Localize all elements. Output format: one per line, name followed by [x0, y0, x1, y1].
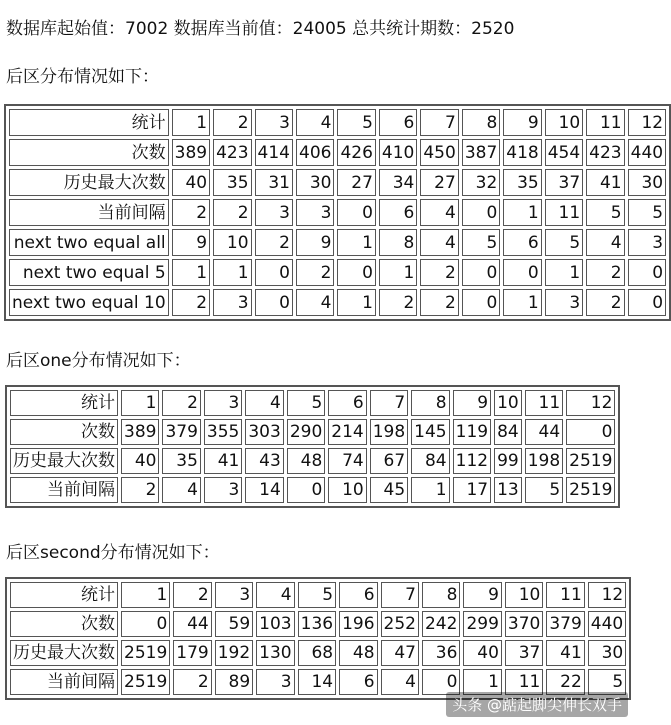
table-row: [9, 289, 666, 316]
table-header-row: [10, 582, 626, 608]
back-zone-second-table: [5, 577, 631, 700]
value-cell: 426: [337, 139, 375, 166]
row-label-cell: 次数: [10, 611, 118, 637]
table-row: [10, 640, 626, 666]
value-cell: 27: [337, 169, 375, 196]
value-cell: 2: [255, 229, 293, 256]
value-cell: 418: [503, 139, 541, 166]
value-cell: 4: [586, 229, 624, 256]
value-cell: 214: [328, 419, 366, 445]
value-cell: 242: [422, 611, 460, 637]
table-row: [10, 419, 615, 445]
value-cell: 0: [422, 669, 460, 695]
value-cell: 370: [505, 611, 543, 637]
value-cell: 5: [545, 229, 583, 256]
header-cell: 9: [463, 582, 501, 608]
value-cell: 379: [162, 419, 200, 445]
value-cell: 34: [379, 169, 417, 196]
header-cell: 8: [462, 109, 500, 136]
value-cell: 440: [588, 611, 626, 637]
row-label-cell: 当前间隔: [10, 477, 118, 503]
value-cell: 406: [296, 139, 334, 166]
value-cell: 48: [339, 640, 377, 666]
row-label-cell: 统计: [10, 390, 118, 416]
value-cell: 84: [494, 419, 522, 445]
value-cell: 1: [411, 477, 449, 503]
value-cell: 89: [215, 669, 253, 695]
value-cell: 59: [215, 611, 253, 637]
header-cell: 9: [453, 390, 491, 416]
value-cell: 0: [462, 199, 500, 226]
value-cell: 10: [328, 477, 366, 503]
value-cell: 1: [172, 259, 210, 286]
value-cell: 10: [213, 229, 251, 256]
table-row: [9, 229, 666, 256]
value-cell: 99: [494, 448, 522, 474]
value-cell: 2: [173, 669, 211, 695]
watermark: 头条 @踮起脚尖伸长双手: [446, 692, 628, 717]
value-cell: 389: [121, 419, 159, 445]
value-cell: 11: [545, 199, 583, 226]
value-cell: 0: [628, 259, 666, 286]
header-cell: 6: [379, 109, 417, 136]
value-cell: 130: [256, 640, 294, 666]
value-cell: 1: [503, 199, 541, 226]
summary-line: 数据库起始值：7002 数据库当前值：24005 总共统计期数：2520: [6, 19, 515, 39]
value-cell: 145: [411, 419, 449, 445]
value-cell: 27: [420, 169, 458, 196]
value-cell: 74: [328, 448, 366, 474]
value-cell: 9: [172, 229, 210, 256]
header-cell: 3: [215, 582, 253, 608]
value-cell: 119: [453, 419, 491, 445]
value-cell: 198: [370, 419, 408, 445]
value-cell: 4: [162, 477, 200, 503]
header-cell: 9: [503, 109, 541, 136]
header-cell: 7: [420, 109, 458, 136]
back-zone-table: [4, 104, 671, 321]
header-cell: 5: [337, 109, 375, 136]
row-label-cell: 统计: [9, 109, 169, 136]
value-cell: 387: [462, 139, 500, 166]
header-cell: 11: [586, 109, 624, 136]
header-cell: 12: [628, 109, 666, 136]
value-cell: 1: [213, 259, 251, 286]
value-cell: 4: [420, 229, 458, 256]
row-label-cell: next two equal 10: [9, 289, 169, 316]
value-cell: 84: [411, 448, 449, 474]
row-label-cell: 历史最大次数: [10, 640, 118, 666]
header-cell: 7: [381, 582, 419, 608]
value-cell: 5: [586, 199, 624, 226]
value-cell: 37: [545, 169, 583, 196]
value-cell: 4: [420, 199, 458, 226]
header-cell: 6: [328, 390, 366, 416]
value-cell: 40: [121, 448, 159, 474]
value-cell: 2: [586, 289, 624, 316]
value-cell: 198: [525, 448, 563, 474]
header-cell: 10: [545, 109, 583, 136]
value-cell: 103: [256, 611, 294, 637]
value-cell: 40: [172, 169, 210, 196]
value-cell: 44: [173, 611, 211, 637]
value-cell: 0: [121, 611, 170, 637]
value-cell: 5: [628, 199, 666, 226]
value-cell: 35: [162, 448, 200, 474]
value-cell: 303: [245, 419, 283, 445]
value-cell: 3: [213, 289, 251, 316]
value-cell: 290: [287, 419, 325, 445]
value-cell: 3: [255, 199, 293, 226]
table-header-row: [9, 109, 666, 136]
value-cell: 41: [546, 640, 584, 666]
table-row: [10, 477, 615, 503]
value-cell: 1: [463, 669, 501, 695]
value-cell: 3: [296, 199, 334, 226]
header-cell: 2: [213, 109, 251, 136]
value-cell: 0: [503, 259, 541, 286]
value-cell: 32: [462, 169, 500, 196]
value-cell: 0: [337, 259, 375, 286]
table-row: [9, 139, 666, 166]
value-cell: 0: [337, 199, 375, 226]
value-cell: 196: [339, 611, 377, 637]
header-cell: 11: [546, 582, 584, 608]
value-cell: 40: [463, 640, 501, 666]
value-cell: 30: [296, 169, 334, 196]
value-cell: 9: [296, 229, 334, 256]
table-row: [10, 448, 615, 474]
value-cell: 440: [628, 139, 666, 166]
header-cell: 4: [245, 390, 283, 416]
row-label-cell: 统计: [10, 582, 118, 608]
header-cell: 12: [566, 390, 615, 416]
value-cell: 2: [213, 199, 251, 226]
value-cell: 3: [628, 229, 666, 256]
section-heading-back-zone-one: 后区one分布情况如下：: [6, 351, 191, 371]
value-cell: 0: [462, 259, 500, 286]
header-cell: 3: [204, 390, 242, 416]
header-cell: 6: [339, 582, 377, 608]
value-cell: 47: [381, 640, 419, 666]
value-cell: 450: [420, 139, 458, 166]
header-cell: 5: [298, 582, 336, 608]
value-cell: 414: [255, 139, 293, 166]
value-cell: 252: [381, 611, 419, 637]
value-cell: 3: [256, 669, 294, 695]
value-cell: 2519: [121, 669, 170, 695]
value-cell: 41: [586, 169, 624, 196]
value-cell: 192: [215, 640, 253, 666]
value-cell: 11: [505, 669, 543, 695]
row-label-cell: 历史最大次数: [9, 169, 169, 196]
value-cell: 68: [298, 640, 336, 666]
value-cell: 379: [546, 611, 584, 637]
table-row: [10, 611, 626, 637]
header-cell: 4: [256, 582, 294, 608]
value-cell: 423: [213, 139, 251, 166]
value-cell: 6: [379, 199, 417, 226]
row-label-cell: 历史最大次数: [10, 448, 118, 474]
value-cell: 389: [172, 139, 210, 166]
value-cell: 5: [588, 669, 626, 695]
section-heading-back-zone: 后区分布情况如下：: [6, 67, 159, 87]
value-cell: 2: [420, 289, 458, 316]
header-cell: 2: [173, 582, 211, 608]
value-cell: 35: [213, 169, 251, 196]
value-cell: 45: [370, 477, 408, 503]
header-cell: 8: [411, 390, 449, 416]
value-cell: 6: [503, 229, 541, 256]
value-cell: 1: [503, 289, 541, 316]
value-cell: 0: [255, 259, 293, 286]
value-cell: 22: [546, 669, 584, 695]
value-cell: 454: [545, 139, 583, 166]
value-cell: 5: [525, 477, 563, 503]
section-heading-back-zone-second: 后区second分布情况如下：: [6, 543, 220, 563]
row-label-cell: next two equal 5: [9, 259, 169, 286]
header-cell: 3: [255, 109, 293, 136]
value-cell: 35: [503, 169, 541, 196]
value-cell: 1: [545, 259, 583, 286]
value-cell: 43: [245, 448, 283, 474]
value-cell: 4: [296, 289, 334, 316]
value-cell: 0: [462, 289, 500, 316]
value-cell: 179: [173, 640, 211, 666]
value-cell: 36: [422, 640, 460, 666]
value-cell: 410: [379, 139, 417, 166]
value-cell: 1: [337, 229, 375, 256]
header-cell: 10: [505, 582, 543, 608]
value-cell: 423: [586, 139, 624, 166]
header-cell: 8: [422, 582, 460, 608]
value-cell: 48: [287, 448, 325, 474]
header-cell: 7: [370, 390, 408, 416]
header-cell: 1: [121, 582, 170, 608]
row-label-cell: 当前间隔: [9, 199, 169, 226]
value-cell: 1: [379, 259, 417, 286]
value-cell: 44: [525, 419, 563, 445]
header-cell: 10: [494, 390, 522, 416]
value-cell: 3: [204, 477, 242, 503]
value-cell: 2519: [566, 477, 615, 503]
value-cell: 30: [628, 169, 666, 196]
table-row: [9, 199, 666, 226]
value-cell: 2: [420, 259, 458, 286]
value-cell: 0: [287, 477, 325, 503]
value-cell: 17: [453, 477, 491, 503]
value-cell: 0: [255, 289, 293, 316]
value-cell: 2: [121, 477, 159, 503]
value-cell: 37: [505, 640, 543, 666]
table-row: [9, 259, 666, 286]
header-cell: 1: [121, 390, 159, 416]
table-header-row: [10, 390, 615, 416]
value-cell: 41: [204, 448, 242, 474]
value-cell: 0: [628, 289, 666, 316]
value-cell: 31: [255, 169, 293, 196]
header-cell: 12: [588, 582, 626, 608]
value-cell: 2519: [121, 640, 170, 666]
row-label-cell: 当前间隔: [10, 669, 118, 695]
value-cell: 8: [379, 229, 417, 256]
value-cell: 1: [337, 289, 375, 316]
header-cell: 11: [525, 390, 563, 416]
back-zone-one-table: [5, 385, 620, 508]
value-cell: 355: [204, 419, 242, 445]
row-label-cell: 次数: [10, 419, 118, 445]
header-cell: 5: [287, 390, 325, 416]
value-cell: 2: [172, 289, 210, 316]
value-cell: 2: [586, 259, 624, 286]
header-cell: 1: [172, 109, 210, 136]
value-cell: 4: [381, 669, 419, 695]
value-cell: 13: [494, 477, 522, 503]
value-cell: 30: [588, 640, 626, 666]
value-cell: 0: [566, 419, 615, 445]
value-cell: 2: [296, 259, 334, 286]
value-cell: 2: [379, 289, 417, 316]
value-cell: 67: [370, 448, 408, 474]
value-cell: 6: [339, 669, 377, 695]
value-cell: 14: [245, 477, 283, 503]
row-label-cell: 次数: [9, 139, 169, 166]
header-cell: 2: [162, 390, 200, 416]
value-cell: 136: [298, 611, 336, 637]
value-cell: 299: [463, 611, 501, 637]
value-cell: 14: [298, 669, 336, 695]
value-cell: 5: [462, 229, 500, 256]
value-cell: 3: [545, 289, 583, 316]
value-cell: 112: [453, 448, 491, 474]
header-cell: 4: [296, 109, 334, 136]
table-row: [9, 169, 666, 196]
value-cell: 2: [172, 199, 210, 226]
value-cell: 2519: [566, 448, 615, 474]
row-label-cell: next two equal all: [9, 229, 169, 256]
